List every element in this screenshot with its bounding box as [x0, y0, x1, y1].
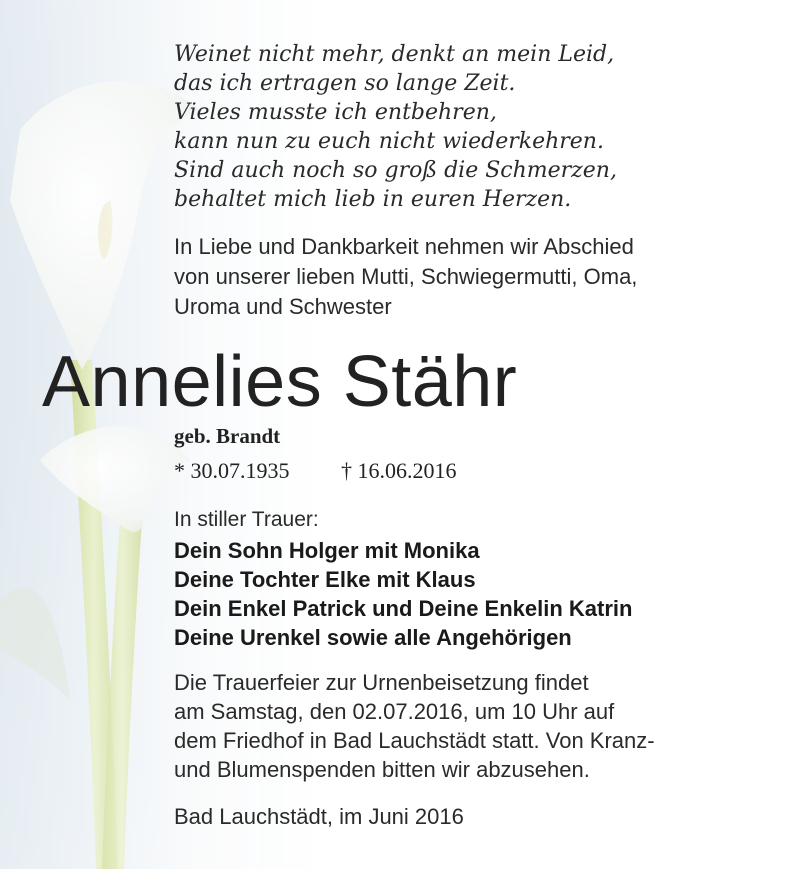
poem-line: behaltet mich lieb in euren Herzen. [174, 187, 572, 212]
farewell-intro [174, 232, 637, 322]
mourner-entry: Deine Urenkel sowie alle Angehörigen [174, 625, 572, 650]
poem-line: das ich ertragen so lange Zeit. [174, 71, 516, 96]
life-dates [174, 458, 457, 484]
ceremony-line: Die Trauerfeier zur Urnenbeisetzung findet [174, 670, 589, 695]
poem-line: Sind auch noch so groß die Schmerzen, [174, 158, 617, 183]
poem-line: kann nun zu euch nicht wiederkehren. [174, 129, 604, 154]
intro-line: Uroma und Schwester [174, 294, 392, 319]
poem-line: Weinet nicht mehr, denkt an mein Leid, [174, 42, 615, 67]
mourner-entry: Dein Enkel Patrick und Deine Enkelin Katrin [174, 596, 633, 621]
death-date: † 16.06.2016 [341, 458, 457, 483]
ceremony-line: dem Friedhof in Bad Lauchstädt statt. Von Kranz- [174, 728, 655, 753]
mourner-entry: Deine Tochter Elke mit Klaus [174, 567, 476, 592]
place-and-date: Bad Lauchstädt, im Juni 2016 [174, 804, 464, 829]
intro-line: von unserer lieben Mutti, Schwiegermutti, Oma, [174, 264, 638, 289]
mourners-list [174, 536, 632, 652]
ceremony-info [174, 668, 655, 784]
ceremony-line: und Blumenspenden bitten wir abzusehen. [174, 757, 590, 782]
intro-line: In Liebe und Dankbarkeit nehmen wir Abschied [174, 234, 634, 259]
ceremony-line: am Samstag, den 02.07.2016, um 10 Uhr auf [174, 699, 615, 724]
memorial-poem [174, 40, 617, 214]
mourning-label: In stiller Trauer: [174, 508, 319, 531]
birth-date: * 30.07.1935 [174, 458, 290, 483]
mourner-entry: Dein Sohn Holger mit Monika [174, 538, 480, 563]
birth-name: geb. Brandt [174, 424, 281, 448]
deceased-name: Annelies Stähr [42, 342, 518, 422]
poem-line: Vieles musste ich entbehren, [174, 100, 497, 125]
